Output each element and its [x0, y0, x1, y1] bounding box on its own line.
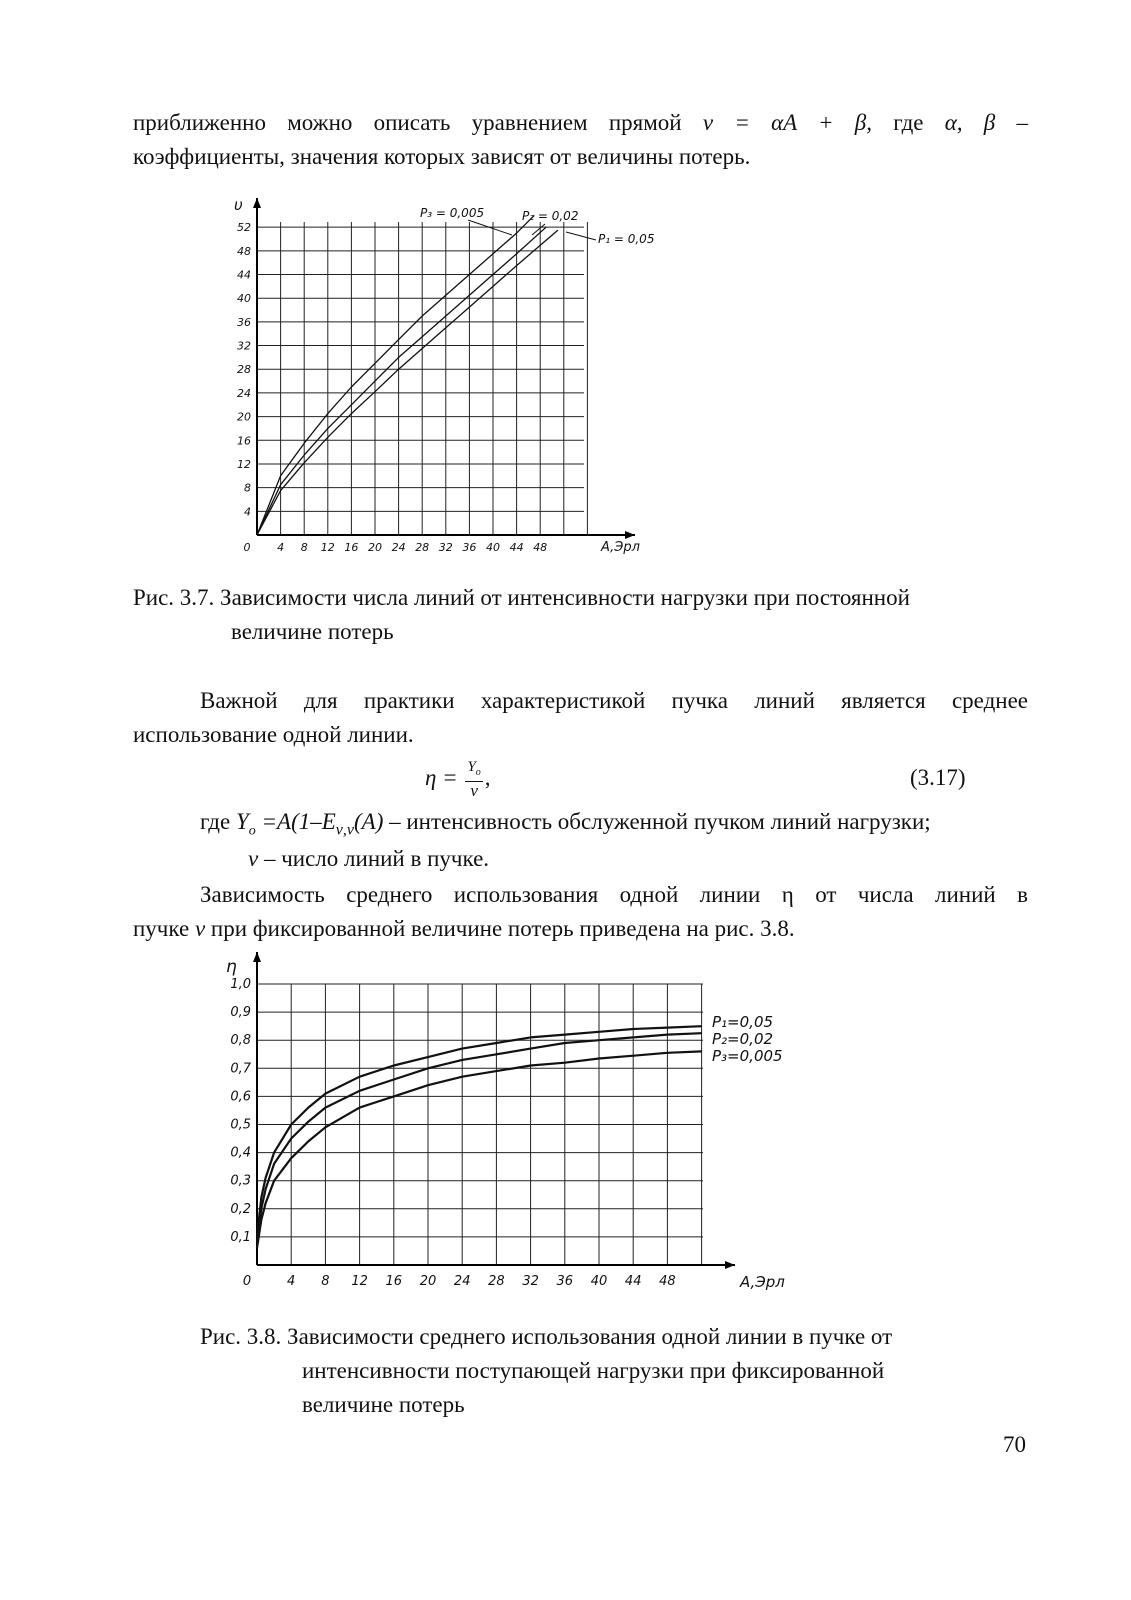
- paragraph-2-line-1: Зависимость среднего использования одной линии η от числа линий в: [200, 882, 1028, 907]
- x-tick-label: 44: [509, 541, 524, 554]
- x-tick-label: 48: [659, 1274, 676, 1289]
- x-tick-label: 8: [300, 541, 308, 554]
- equation-3-17: [425, 758, 491, 800]
- page-number: 70: [1003, 1432, 1026, 1457]
- y-tick-label: 1,0: [230, 977, 251, 992]
- y-axis-label: η: [226, 957, 237, 977]
- y-tick-label: 8: [244, 481, 251, 495]
- x-tick-label: 16: [385, 1274, 403, 1289]
- fraction-numerator: $Y_o$: [465, 759, 482, 782]
- y-tick-label: 44: [237, 268, 251, 282]
- x-tick-label: 4: [287, 1274, 296, 1289]
- y-tick-label: 20: [237, 410, 251, 424]
- y-tick-label: 0,3: [230, 1173, 251, 1189]
- x-tick-label: 40: [486, 541, 500, 554]
- intro-text: приближенно можно описать уравнением прямой: [133, 110, 703, 135]
- y-tick-label: 0,4: [230, 1145, 251, 1161]
- y-axis-label: υ: [234, 196, 243, 214]
- fig-3-8-caption-line-1: Рис. 3.8. Зависимости среднего использования одной линии в пучке от: [200, 1324, 893, 1349]
- x-tick-label: 36: [556, 1274, 574, 1289]
- x-tick-label: 32: [522, 1274, 539, 1289]
- y-tick-label: 16: [237, 434, 251, 448]
- intro-text: –: [995, 110, 1029, 135]
- x-tick-label: 12: [320, 541, 335, 554]
- y-tick-label: 36: [237, 315, 251, 329]
- x-tick-label: 40: [590, 1274, 608, 1289]
- y-tick-label: 24: [237, 386, 251, 400]
- x-axis-label: A,Эрл: [740, 1273, 785, 1291]
- fig-3-8-caption-line-3: величине потерь: [302, 1392, 465, 1417]
- y-tick-label: 0,6: [230, 1089, 251, 1105]
- x-tick-label: 24: [453, 1274, 471, 1289]
- y-tick-label: 0,9: [230, 1005, 251, 1021]
- x-tick-label: 24: [391, 541, 406, 554]
- line-equation: ν = αA + β,: [702, 110, 873, 135]
- series-line: [257, 230, 558, 535]
- series-line: [257, 227, 546, 535]
- eta-symbol: η =: [425, 765, 458, 790]
- y-axis-arrow: [253, 198, 261, 208]
- x-tick-label: 8: [321, 1274, 330, 1289]
- y-tick-label: 0,2: [230, 1201, 251, 1217]
- x-tick-label: 20: [368, 541, 382, 554]
- series-leader-line: [566, 232, 596, 240]
- y-tick-label: 40: [237, 292, 251, 306]
- nu-definition: ν – число линий в пучке.: [248, 846, 490, 871]
- y-tick-label: 0,1: [230, 1229, 251, 1245]
- y-tick-label: 0,7: [230, 1061, 251, 1077]
- fig-3-7-caption-line-1: Рис. 3.7. Зависимости числа линий от интенсивности нагрузки при постоянной: [133, 585, 910, 610]
- x-tick-label: 28: [415, 541, 430, 554]
- x-axis-arrow: [625, 531, 635, 539]
- y-tick-label: 12: [237, 457, 251, 471]
- y-tick-label: 0,8: [230, 1033, 251, 1049]
- intro-line-2: коэффициенты, значения которых зависят от величины потерь.: [133, 144, 751, 169]
- x-tick-label: 44: [624, 1274, 642, 1289]
- x-tick-label: 0: [243, 541, 251, 554]
- x-tick-label: 28: [488, 1274, 505, 1289]
- y-tick-label: 32: [237, 339, 251, 353]
- fig-3-8-caption-line-2: интенсивности поступающей нагрузки при фиксированной: [302, 1358, 885, 1383]
- paragraph-1-line-2: использование одной линии.: [133, 722, 414, 747]
- where-line: где $Y_o =A(1-E_{\nu,\nu}(A)$ – интенсивность обслуженной пучком линий нагрузки;: [200, 809, 931, 839]
- x-tick-label: 36: [462, 541, 477, 554]
- y-tick-label: 28: [237, 363, 251, 377]
- x-axis-label: A,Эрл: [601, 540, 640, 555]
- x-tick-label: 20: [419, 1274, 437, 1289]
- x-tick-label: 12: [351, 1274, 368, 1289]
- equation-number: (3.17): [910, 765, 966, 790]
- y-tick-label: 0,5: [230, 1117, 251, 1133]
- fraction: [465, 759, 482, 800]
- y-tick-label: 4: [244, 505, 251, 519]
- series-label: P₃=0,005: [712, 1047, 783, 1065]
- series-label: P₂=0,02: [712, 1030, 774, 1048]
- paragraph-1-line-1: Важной для практики характеристикой пучка линий является среднее: [200, 688, 1028, 713]
- paragraph-2-line-2: пучке ν при фиксированной величине потерь приведена на рис. 3.8.: [133, 916, 795, 941]
- x-tick-label: 32: [438, 541, 453, 554]
- series-label: P₁ = 0,05: [598, 232, 655, 246]
- fig-3-7-caption-line-2: величине потерь: [231, 619, 394, 644]
- y-tick-label: 52: [237, 221, 251, 235]
- y-tick-label: 48: [237, 244, 251, 258]
- intro-text: где: [872, 110, 945, 135]
- coefficients: α, β: [944, 110, 996, 135]
- series-label: P₁=0,05: [712, 1013, 774, 1031]
- x-tick-label: 0: [242, 1274, 252, 1289]
- x-tick-label: 16: [344, 541, 359, 554]
- fraction-denominator: ν: [470, 781, 478, 801]
- series-label: P₃ = 0,005: [420, 206, 485, 220]
- equation-comma: ,: [484, 765, 491, 790]
- x-tick-label: 4: [277, 541, 285, 554]
- series-label: P₂ = 0,02: [522, 209, 579, 223]
- x-tick-label: 48: [533, 541, 548, 554]
